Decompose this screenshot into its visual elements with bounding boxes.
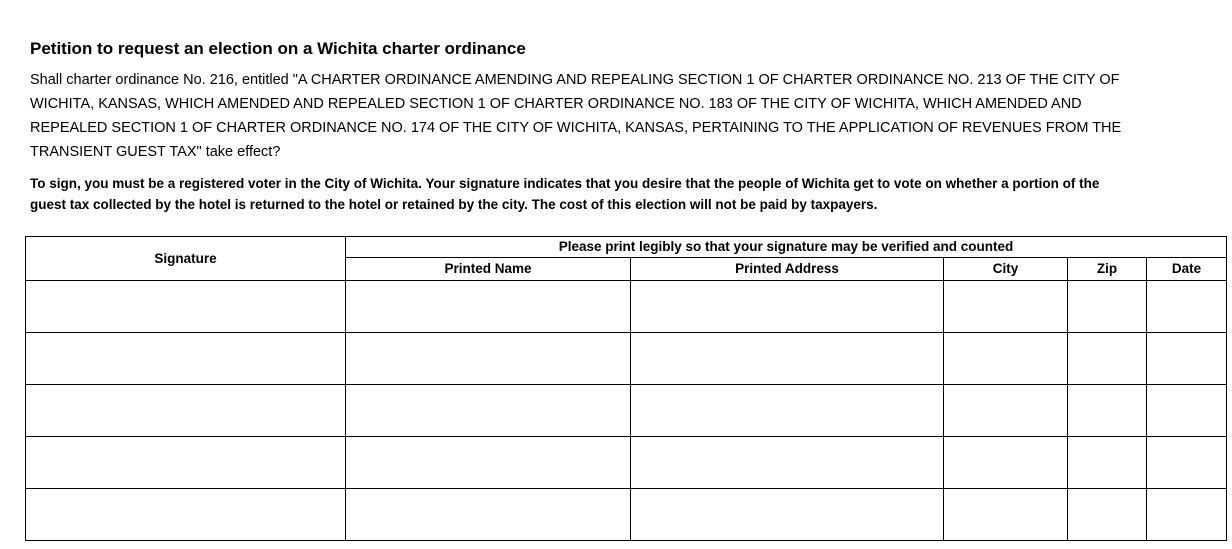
table-row — [26, 385, 1227, 437]
printed-name-cell[interactable] — [346, 333, 631, 385]
zip-cell[interactable] — [1068, 437, 1147, 489]
signing-notice — [30, 173, 1099, 215]
printed-address-cell[interactable] — [631, 281, 944, 333]
date-column-header: Date — [1147, 258, 1227, 281]
ballot-question-line: WICHITA, KANSAS, WHICH AMENDED AND REPEALED SECTION 1 OF CHARTER ORDINANCE NO. 183 OF THE CITY OF WICHITA, WHICH AMENDED AND — [30, 96, 1082, 112]
printed-address-cell[interactable] — [631, 333, 944, 385]
signature-table — [25, 236, 1227, 541]
signature-cell[interactable] — [26, 489, 346, 541]
table-row — [26, 281, 1227, 333]
table-row — [26, 333, 1227, 385]
table-row — [26, 489, 1227, 541]
ballot-question-line: REPEALED SECTION 1 OF CHARTER ORDINANCE NO. 174 OF THE CITY OF WICHITA, KANSAS, PERTAINING TO THE APPLICATION OF REVENUES FROM THE — [30, 120, 1122, 136]
printed-name-cell[interactable] — [346, 385, 631, 437]
signature-cell[interactable] — [26, 385, 346, 437]
ballot-question-line: Shall charter ordinance No. 216, entitled "A CHARTER ORDINANCE AMENDING AND REPEALING SECTION 1 OF CHARTER ORDINANCE NO. 213 OF THE CITY OF — [30, 72, 1120, 88]
zip-cell[interactable] — [1068, 333, 1147, 385]
signature-rows — [26, 281, 1227, 541]
verification-instruction-header: Please print legibly so that your signature may be verified and counted — [346, 237, 1227, 258]
signature-cell[interactable] — [26, 437, 346, 489]
ballot-question-line: TRANSIENT GUEST TAX" take effect? — [30, 144, 281, 160]
zip-column-header: Zip — [1068, 258, 1147, 281]
zip-cell[interactable] — [1068, 281, 1147, 333]
date-cell[interactable] — [1147, 281, 1227, 333]
printed-address-cell[interactable] — [631, 385, 944, 437]
date-cell[interactable] — [1147, 489, 1227, 541]
printed-address-cell[interactable] — [631, 437, 944, 489]
signature-column-header: Signature — [26, 237, 346, 281]
city-column-header: City — [944, 258, 1068, 281]
printed-address-cell[interactable] — [631, 489, 944, 541]
printed-address-column-header: Printed Address — [631, 258, 944, 281]
petition-title: Petition to request an election on a Wichita charter ordinance — [30, 39, 526, 58]
city-cell[interactable] — [944, 281, 1068, 333]
city-cell[interactable] — [944, 489, 1068, 541]
zip-cell[interactable] — [1068, 489, 1147, 541]
signature-cell[interactable] — [26, 281, 346, 333]
city-cell[interactable] — [944, 333, 1068, 385]
ballot-question — [30, 68, 1225, 164]
signing-notice-line: guest tax collected by the hotel is returned to the hotel or retained by the city. The cost of this election will not be paid by taxpayers. — [30, 197, 878, 212]
signature-cell[interactable] — [26, 333, 346, 385]
signing-notice-line: To sign, you must be a registered voter in the City of Wichita. Your signature indicates that you desire that the people of Wichita get to vote on whether a portion of the — [30, 176, 1100, 191]
printed-name-column-header: Printed Name — [346, 258, 631, 281]
printed-name-cell[interactable] — [346, 437, 631, 489]
zip-cell[interactable] — [1068, 385, 1147, 437]
table-row — [26, 437, 1227, 489]
printed-name-cell[interactable] — [346, 489, 631, 541]
table-header-row — [26, 237, 1227, 258]
city-cell[interactable] — [944, 385, 1068, 437]
city-cell[interactable] — [944, 437, 1068, 489]
printed-name-cell[interactable] — [346, 281, 631, 333]
date-cell[interactable] — [1147, 333, 1227, 385]
date-cell[interactable] — [1147, 437, 1227, 489]
date-cell[interactable] — [1147, 385, 1227, 437]
